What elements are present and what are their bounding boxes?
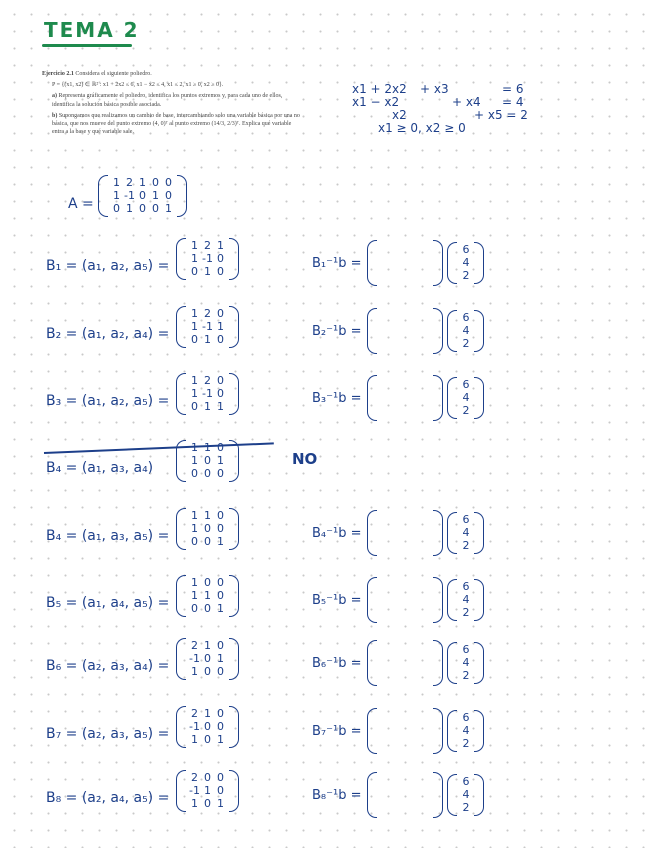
basis-matrix-entry: 1 bbox=[217, 239, 224, 252]
b-vector bbox=[447, 774, 484, 816]
basis-matrix-entry: -1 bbox=[202, 320, 213, 333]
b-vector-entry: 6 bbox=[462, 243, 470, 256]
basis-matrix bbox=[176, 770, 239, 812]
basis-inverse-label: B₁⁻¹b = bbox=[312, 255, 362, 271]
basis-matrix-entry: 2 bbox=[191, 639, 198, 652]
basis-matrix-entry: 1 bbox=[191, 320, 198, 333]
b-vector bbox=[447, 310, 484, 352]
basis-matrix-entry: 1 bbox=[191, 509, 198, 522]
sys-r2-lhs: x1 − x2 bbox=[352, 95, 400, 109]
exercise-heading: Ejercicio 2.1 bbox=[42, 71, 74, 77]
matrix-a-entry: 1 bbox=[165, 202, 172, 215]
basis-matrix-entry: 0 bbox=[204, 771, 211, 784]
basis-matrix-entry: 2 bbox=[204, 307, 211, 320]
basis-matrix-entry: 0 bbox=[217, 441, 224, 454]
basis-matrix-entry: 0 bbox=[191, 265, 198, 278]
b-vector-entry: 6 bbox=[462, 643, 470, 656]
b-vector-entry: 4 bbox=[462, 656, 470, 669]
basis-inverse-product bbox=[312, 308, 484, 354]
basis-matrix-entry: 2 bbox=[204, 374, 211, 387]
basis-matrix-entry: 0 bbox=[204, 797, 211, 810]
polyhedron-set: P = {(x1, x2) ∈ ℝ² : x1 + 2x2 ≤ 6, x1 − x2 ≤ 4, x1 ≤ 2, x1 ≥ 0, x2 ≥ 0}. bbox=[52, 82, 224, 89]
b-vector bbox=[447, 642, 484, 684]
basis-label: B₁ = (a₁, a₂, a₅) = bbox=[46, 258, 170, 274]
basis-matrix-entry: 1 bbox=[217, 602, 224, 615]
basis-label: B₄ = (a₁, a₃, a₄) bbox=[46, 460, 154, 476]
b-vector bbox=[447, 512, 484, 554]
basis-matrix-entries bbox=[186, 238, 229, 280]
matrix-a-entry: 1 bbox=[113, 189, 120, 202]
basis-matrix bbox=[176, 638, 239, 680]
sys-r2-rhs: = 4 bbox=[502, 95, 524, 109]
empty-inverse-matrix bbox=[367, 640, 443, 686]
basis-inverse-label: B₈⁻¹b = bbox=[312, 787, 362, 803]
matrix-a-entry: 0 bbox=[165, 189, 172, 202]
matrix-a-entry: 0 bbox=[165, 176, 172, 189]
empty-inverse-matrix bbox=[367, 510, 443, 556]
empty-inverse-matrix bbox=[367, 708, 443, 754]
basis-matrix-entry: 0 bbox=[217, 252, 224, 265]
basis-matrix-entry: 0 bbox=[204, 602, 211, 615]
basis-matrix-entry: 0 bbox=[204, 576, 211, 589]
basis-matrix-entry: 1 bbox=[191, 252, 198, 265]
b-vector-entry: 4 bbox=[462, 526, 470, 539]
basis-matrix-entry: 1 bbox=[217, 733, 224, 746]
b-vector-entry: 4 bbox=[462, 324, 470, 337]
basis-matrix-entry: 1 bbox=[204, 265, 211, 278]
basis-inverse-label: B₂⁻¹b = bbox=[312, 323, 362, 339]
basis-inverse-label: B₃⁻¹b = bbox=[312, 390, 362, 406]
basis-matrix bbox=[176, 706, 239, 748]
basis-label: B₂ = (a₁, a₂, a₄) = bbox=[46, 326, 170, 342]
empty-inverse-matrix bbox=[367, 240, 443, 286]
matrix-a-entry: 0 bbox=[139, 202, 146, 215]
basis-inverse-product bbox=[312, 510, 484, 556]
basis-label: B₈ = (a₂, a₄, a₅) = bbox=[46, 790, 170, 806]
basis-matrix-entry: 0 bbox=[217, 307, 224, 320]
exercise-text bbox=[42, 70, 304, 139]
basis-matrix-entry: -1 bbox=[202, 252, 213, 265]
basis-matrix-entry: 0 bbox=[204, 652, 211, 665]
matrix-a bbox=[98, 175, 187, 217]
basis-inverse-product bbox=[312, 577, 484, 623]
basis-matrix-entry: 1 bbox=[191, 522, 198, 535]
basis-matrix-entry: 2 bbox=[191, 707, 198, 720]
basis-matrix-entry: 1 bbox=[191, 576, 198, 589]
matrix-a-entry: 0 bbox=[152, 202, 159, 215]
b-vector-entry: 6 bbox=[462, 580, 470, 593]
basis-matrix bbox=[176, 306, 239, 348]
exercise-intro: Considera el siguiente poliedro. bbox=[75, 71, 152, 77]
basis-label: B₆ = (a₂, a₃, a₄) = bbox=[46, 658, 170, 674]
basis-matrix-entry: 1 bbox=[217, 454, 224, 467]
part-b-text: Supongamos que realizamos un cambio de base, intercambiando solo una variable básica por una no básica, que nos mueve del punto extremo (4, 0)ᵀ al punto extremo (14/3, 2/3)ᵀ. Explica qué variable entra a la base y qué variable sale. bbox=[52, 112, 300, 136]
basis-matrix-entry: 1 bbox=[217, 535, 224, 548]
basis-matrix-entry: 0 bbox=[204, 535, 211, 548]
matrix-a-entry: 1 bbox=[126, 202, 133, 215]
basis-matrix bbox=[176, 508, 239, 550]
basis-matrix-entry: 1 bbox=[204, 333, 211, 346]
basis-label: B₇ = (a₂, a₃, a₅) = bbox=[46, 726, 170, 742]
basis-matrix-entries bbox=[186, 306, 229, 348]
part-a-label: a) bbox=[52, 93, 57, 100]
basis-matrix-entry: 0 bbox=[204, 720, 211, 733]
b-vector bbox=[447, 710, 484, 752]
basis-matrix-entry: 1 bbox=[204, 589, 211, 602]
empty-inverse-matrix bbox=[367, 308, 443, 354]
b-vector-entry: 4 bbox=[462, 256, 470, 269]
basis-matrix-entry: 0 bbox=[217, 522, 224, 535]
b-vector-entry: 2 bbox=[462, 606, 470, 619]
basis-matrix-entry: 0 bbox=[217, 720, 224, 733]
b-vector-entry: 6 bbox=[462, 711, 470, 724]
basis-matrix-entry: 0 bbox=[217, 576, 224, 589]
basis-matrix-entry: 0 bbox=[191, 333, 198, 346]
basis-matrix-entries bbox=[186, 373, 229, 415]
basis-matrix-entry: 1 bbox=[191, 387, 198, 400]
matrix-a-entry: 2 bbox=[126, 176, 133, 189]
basis-matrix-entry: 0 bbox=[204, 665, 211, 678]
basis-matrix-entries bbox=[186, 706, 229, 748]
b-vector bbox=[447, 242, 484, 284]
matrix-a-entries bbox=[108, 175, 177, 217]
basis-matrix-entry: 0 bbox=[217, 707, 224, 720]
matrix-a-entry: 1 bbox=[113, 176, 120, 189]
b-vector-entry: 6 bbox=[462, 311, 470, 324]
basis-matrix-entry: 0 bbox=[217, 784, 224, 797]
basis-inverse-product bbox=[312, 640, 484, 686]
sys-r3-lhs: x2 bbox=[392, 108, 407, 122]
matrix-a-entry: 0 bbox=[152, 176, 159, 189]
b-vector-entry: 2 bbox=[462, 801, 470, 814]
basis-inverse-product bbox=[312, 708, 484, 754]
title-underline bbox=[42, 44, 132, 47]
basis-matrix-entry: -1 bbox=[202, 387, 213, 400]
b-vector-entry: 6 bbox=[462, 513, 470, 526]
basis-matrix-entry: 1 bbox=[204, 707, 211, 720]
b-vector-entry: 2 bbox=[462, 669, 470, 682]
matrix-a-entry: 0 bbox=[139, 189, 146, 202]
page-title: TEMA 2 bbox=[44, 18, 140, 42]
matrix-a-label: A = bbox=[68, 196, 94, 212]
basis-matrix-entry: 0 bbox=[191, 400, 198, 413]
sys-nonneg: x1 ≥ 0, x2 ≥ 0 bbox=[378, 121, 466, 135]
b-vector-entry: 2 bbox=[462, 539, 470, 552]
basis-matrix-entry: -1 bbox=[189, 784, 200, 797]
basis-matrix-entry: 1 bbox=[217, 797, 224, 810]
sys-r1-rhs: = 6 bbox=[502, 82, 524, 96]
basis-matrix-entry: 1 bbox=[204, 784, 211, 797]
b-vector-entry: 2 bbox=[462, 337, 470, 350]
basis-matrix-entries bbox=[186, 508, 229, 550]
basis-matrix-entry: 1 bbox=[191, 454, 198, 467]
basis-matrix-entries bbox=[186, 638, 229, 680]
b-vector bbox=[447, 579, 484, 621]
sys-r1-slack: + x3 bbox=[420, 82, 449, 96]
basis-inverse-product bbox=[312, 240, 484, 286]
empty-inverse-matrix bbox=[367, 577, 443, 623]
basis-matrix-entry: 1 bbox=[204, 639, 211, 652]
b-vector-entry: 4 bbox=[462, 724, 470, 737]
basis-matrix-entry: 0 bbox=[217, 771, 224, 784]
basis-matrix-entries bbox=[186, 575, 229, 617]
basis-matrix-entry: -1 bbox=[189, 720, 200, 733]
rejected-note: NO bbox=[292, 450, 318, 468]
basis-matrix-entry: 0 bbox=[217, 467, 224, 480]
basis-matrix bbox=[176, 373, 239, 415]
basis-inverse-label: B₄⁻¹b = bbox=[312, 525, 362, 541]
b-vector-entry: 6 bbox=[462, 378, 470, 391]
basis-matrix-entry: 1 bbox=[191, 239, 198, 252]
b-vector-entry: 4 bbox=[462, 593, 470, 606]
basis-matrix-entry: 1 bbox=[191, 665, 198, 678]
part-a-text: Representa gráficamente el poliedro, identifica los puntos extremos y, para cada uno de ellos, identifica la solución básica posible asociada. bbox=[52, 93, 283, 108]
b-vector-entry: 2 bbox=[462, 269, 470, 282]
basis-inverse-label: B₇⁻¹b = bbox=[312, 723, 362, 739]
basis-label: B₃ = (a₁, a₂, a₅) = bbox=[46, 393, 170, 409]
basis-matrix-entry: 1 bbox=[217, 400, 224, 413]
empty-inverse-matrix bbox=[367, 772, 443, 818]
basis-matrix-entry: 0 bbox=[217, 639, 224, 652]
b-vector-entry: 2 bbox=[462, 404, 470, 417]
matrix-a-entry: 0 bbox=[113, 202, 120, 215]
basis-matrix-entry: 0 bbox=[217, 374, 224, 387]
basis-inverse-label: B₅⁻¹b = bbox=[312, 592, 362, 608]
basis-matrix-entry: 1 bbox=[191, 589, 198, 602]
basis-matrix-entry: 0 bbox=[191, 535, 198, 548]
basis-matrix-entry: 0 bbox=[191, 602, 198, 615]
strikethrough-line bbox=[44, 442, 274, 454]
basis-matrix-entry: 1 bbox=[217, 320, 224, 333]
matrix-a-entry: 1 bbox=[152, 189, 159, 202]
sys-r2-slack: + x4 bbox=[452, 95, 481, 109]
b-vector-entry: 4 bbox=[462, 391, 470, 404]
basis-matrix-entry: 0 bbox=[204, 522, 211, 535]
basis-matrix-entry: 0 bbox=[217, 265, 224, 278]
basis-matrix-entry: 0 bbox=[191, 467, 198, 480]
b-vector-entry: 4 bbox=[462, 788, 470, 801]
basis-matrix-entry: 2 bbox=[191, 771, 198, 784]
basis-matrix-entries bbox=[186, 770, 229, 812]
basis-inverse-label: B₆⁻¹b = bbox=[312, 655, 362, 671]
basis-matrix-entry: 0 bbox=[217, 665, 224, 678]
basis-label: B₄ = (a₁, a₃, a₅) = bbox=[46, 528, 170, 544]
b-vector bbox=[447, 377, 484, 419]
part-b-label: b) bbox=[52, 112, 58, 119]
basis-matrix-entry: 1 bbox=[217, 652, 224, 665]
basis-label: B₅ = (a₁, a₄, a₅) = bbox=[46, 595, 170, 611]
basis-matrix-entry: 1 bbox=[191, 733, 198, 746]
basis-matrix-entry: 1 bbox=[204, 441, 211, 454]
basis-matrix-entry: 1 bbox=[191, 307, 198, 320]
basis-matrix-entry: 0 bbox=[204, 733, 211, 746]
basis-inverse-product bbox=[312, 772, 484, 818]
empty-inverse-matrix bbox=[367, 375, 443, 421]
sys-r3-rest: + x5 = 2 bbox=[474, 108, 528, 122]
basis-matrix-entry: 0 bbox=[217, 333, 224, 346]
basis-matrix-entry: 0 bbox=[217, 387, 224, 400]
b-vector-entry: 2 bbox=[462, 737, 470, 750]
basis-matrix bbox=[176, 238, 239, 280]
basis-matrix-entry: 1 bbox=[191, 797, 198, 810]
basis-matrix-entry: -1 bbox=[189, 652, 200, 665]
basis-matrix-entry: 2 bbox=[204, 239, 211, 252]
matrix-a-entry: -1 bbox=[124, 189, 135, 202]
basis-matrix-entry: 1 bbox=[204, 509, 211, 522]
b-vector-entry: 6 bbox=[462, 775, 470, 788]
basis-matrix-entry: 1 bbox=[191, 374, 198, 387]
basis-matrix-entry: 0 bbox=[217, 589, 224, 602]
basis-matrix-entry: 0 bbox=[204, 467, 211, 480]
basis-matrix-entry: 1 bbox=[204, 400, 211, 413]
matrix-a-entry: 1 bbox=[139, 176, 146, 189]
basis-inverse-product bbox=[312, 375, 484, 421]
basis-matrix-entry: 0 bbox=[217, 509, 224, 522]
basis-matrix-entry: 0 bbox=[204, 454, 211, 467]
sys-r1-lhs: x1 + 2x2 bbox=[352, 82, 407, 96]
basis-matrix bbox=[176, 575, 239, 617]
basis-matrix-entry bbox=[188, 442, 201, 454]
